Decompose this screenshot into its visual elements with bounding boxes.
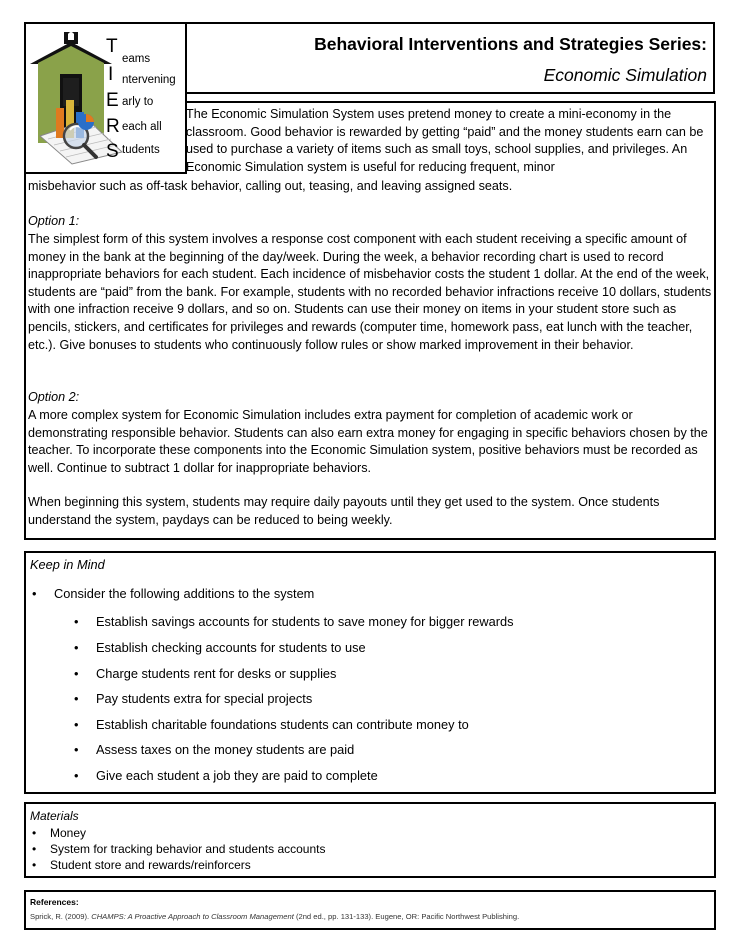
bullet-icon: • bbox=[74, 768, 79, 783]
logo-word-students: tudents bbox=[122, 144, 160, 156]
reference-citation bbox=[30, 912, 519, 921]
bullet-icon: • bbox=[74, 691, 79, 706]
bullet-icon: • bbox=[74, 614, 79, 629]
option1-body: The simplest form of this system involves a response cost component with each student receiving a specific amount of money in the bank at the beginning of the day/week. During the week, a behavior recording chart is used to record inappropriate behaviors for each student. Each incidence of misbehavior costs the student 1 dollar. At the end of the week, students are “paid” from the bank. For example, students with no recorded behavior infractions receive 10 dollars, students with one infraction receive 9 dollars, and so on. Students can use their money on items in your student store such as pencils, stickers, and certificates for privileges and rewards (computer time, homework pass, eat lunch with the teacher, etc.). Give bonuses to students who continuously follow rules or show marked improvement in their behavior. bbox=[28, 232, 712, 352]
option2-heading: Option 2: bbox=[28, 390, 80, 404]
bullet-icon: • bbox=[74, 717, 79, 732]
series-title: Behavioral Interventions and Strategies Series: bbox=[314, 34, 707, 54]
option2-body: A more complex system for Economic Simulation includes extra payment for completion of academic work or demonstrating responsible behavior. Students can also earn extra money for engaging in specific behaviors chosen by the teacher. To incorporate these components into the Economic Simulation system, positive behaviors must be recorded as well. Continue to subtract 1 dollar for inappropriate behaviors. bbox=[28, 408, 708, 475]
intro-paragraph-part2: misbehavior such as off-task behavior, calling out, teasing, and leaving assigned seats. bbox=[28, 179, 513, 193]
reference-book-title: CHAMPS: A Proactive Approach to Classroom Management bbox=[91, 912, 294, 921]
option1-heading: Option 1: bbox=[28, 214, 80, 228]
materials-title: Materials bbox=[30, 809, 79, 823]
reference-author: Sprick, R. (2009). bbox=[30, 912, 90, 921]
references-title: References: bbox=[30, 897, 79, 907]
bullet-icon: • bbox=[74, 640, 79, 655]
logo-word-intervening: ntervening bbox=[122, 74, 176, 86]
logo-word-early: arly to bbox=[122, 96, 154, 108]
list-item: • System for tracking behavior and students accounts bbox=[32, 842, 326, 856]
intro-paragraph-part1: The Economic Simulation System uses pretend money to create a mini-economy in the classroom. Good behavior is rewarded by getting “paid” and the money students earn can be used to purchase a variety of items such as small toys, school supplies, and privileges. An Economic Simulation system is useful for reducing frequent, minor bbox=[186, 107, 704, 174]
bullet-icon: • bbox=[74, 742, 79, 757]
page-title: Economic Simulation bbox=[543, 65, 707, 85]
logo-word-teams: eams bbox=[122, 53, 151, 65]
logo-letter-t: T bbox=[106, 36, 118, 57]
bullet-icon: • bbox=[32, 586, 37, 601]
bullet-icon: • bbox=[32, 842, 37, 856]
reference-details: (2nd ed., pp. 131-133). Eugene, OR: Pacific Northwest Publishing. bbox=[295, 912, 520, 921]
logo-word-reach: each all bbox=[122, 121, 162, 133]
logo-letter-s: S bbox=[106, 141, 119, 162]
list-item: • Student store and rewards/reinforcers bbox=[32, 858, 251, 872]
keep-in-mind-title: Keep in Mind bbox=[30, 557, 105, 572]
title-banner bbox=[185, 22, 715, 94]
keep-in-mind-box: Keep in Mind • Consider the following additions to the system • Establish savings accounts for students to save money for bigger rewards • Establish checking accounts for students to use • Charge students rent for desks or supplies • Pay students extra for special projects • Establish charitable foundations students can contribute money to • Assess taxes on the money students are paid • Give each student a job they are paid to complete bbox=[24, 551, 716, 794]
logo-letter-e: E bbox=[106, 90, 119, 111]
logo-letter-i: I bbox=[108, 64, 114, 85]
bullet-icon: • bbox=[32, 826, 37, 840]
list-item: • Money bbox=[32, 826, 87, 840]
references-box bbox=[24, 890, 716, 930]
bullet-icon: • bbox=[74, 666, 79, 681]
closing-paragraph: When beginning this system, students may require daily payouts until they get used to the system. Once students understand the system, paydays can be reduced to being weekly. bbox=[28, 495, 660, 527]
bullet-icon: • bbox=[32, 858, 37, 872]
materials-box bbox=[24, 802, 716, 878]
main-left-border bbox=[24, 172, 26, 540]
logo-letter-r: R bbox=[106, 116, 120, 137]
main-content bbox=[24, 101, 716, 540]
